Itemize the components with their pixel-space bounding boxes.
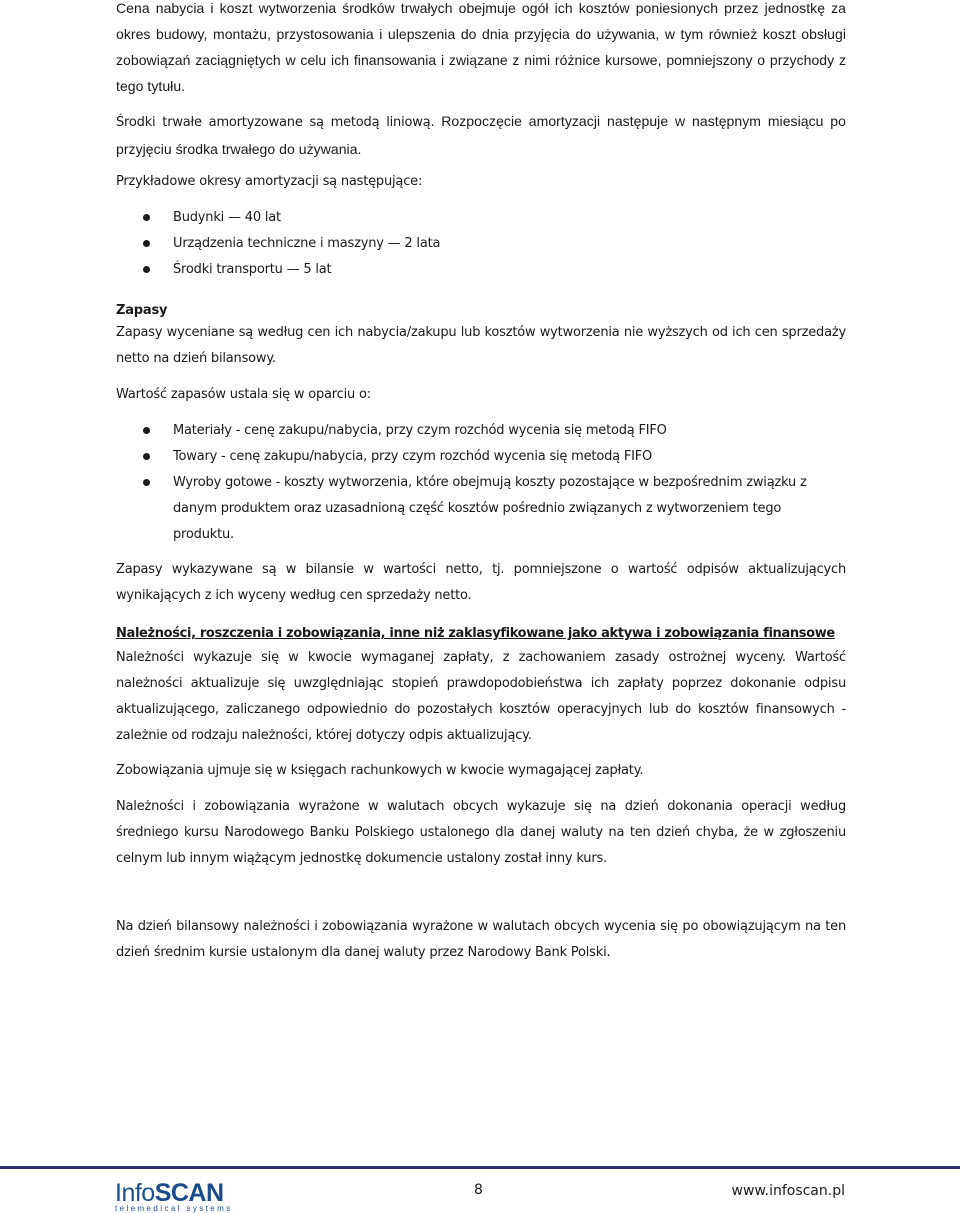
logo-tagline: telemedical systems [115, 1204, 233, 1213]
zapasy-basis [116, 382, 846, 408]
inventory-net-text: Zapasy wykazywane są w bilansie w wartości netto, tj. pomniejszone o wartość odpisów aktualizujących wynikających z ich wyceny według cen sprzedaży netto. [116, 562, 846, 603]
receivables-valuation [116, 645, 846, 749]
balance-day-valuation-text: Na dzień bilansowy należności i zobowiązania wyrażone w walutach obcych wycenia się po obowiązującym na ten dzień średnim kursie ustalonym dla danej waluty przez Narodowy Bank Polski. [116, 919, 846, 960]
amortization-method-text: Środki trwałe amortyzowane są metodą liniową. [116, 115, 435, 130]
logo-scan-text: SCAN [154, 1179, 224, 1207]
balance-day-valuation [116, 914, 846, 966]
footer-divider [0, 1166, 960, 1169]
liabilities-recognition [116, 758, 846, 784]
amortization-paragraph [116, 108, 846, 164]
foreign-currency [116, 794, 846, 872]
liabilities-recognition-text: Zobowiązania ujmuje się w księgach rachunkowych w kwocie wymagającej zapłaty. [116, 763, 644, 778]
foreign-currency-text: Należności i zobowiązania wyrażone w walutach obcych wykazuje się na dzień dokonania operacji według średniego kursu Narodowego Banku Polskiego ustalonego dla danej waluty na ten dzień chyba, że w zgłoszeniu celnym lub innym wiążącym jednostkę dokumencie ustalony został inny kurs. [116, 799, 846, 866]
fixed-assets-cost-paragraph: Cena nabycia i koszt wytworzenia środków trwałych obejmuje ogół ich kosztów poniesionych przez jednostkę za okres budowy, montażu, przystosowania i ulepszenia do dnia przyjęcia do używania, w tym również koszt obsługi zobowiązań zaciągniętych w celu ich finansowania i związane z nimi różnice kursowe, pomniejszony o przychody z tego tytułu. [116, 0, 846, 94]
list-item: Urządzenia techniczne i maszyny — 2 lata [116, 231, 846, 257]
infoscan-logo [115, 1180, 233, 1213]
receivables-heading [116, 621, 846, 647]
bullet-icon [143, 266, 150, 273]
inventory-basis-text: Wartość zapasów ustala się w oparciu o: [116, 387, 371, 402]
bullet-icon [143, 214, 150, 221]
bullet-icon [143, 240, 150, 247]
receivables-valuation-text: Należności wykazuje się w kwocie wymaganej zapłaty, z zachowaniem zasady ostrożnej wyceny. Wartość należności aktualizuje się uwzględniając stopień prawdopodobieństwa ich zapłaty poprzez dokonanie odpisu aktualizującego, zaliczanego odpowiednio do pozostałych kosztów operacyjnych lub do kosztów finansowych - zależnie od rodzaju należności, której dotyczy odpis aktualizujący. [116, 650, 846, 743]
logo-info-text: Info [115, 1179, 155, 1207]
inventory-items-list [116, 418, 846, 548]
amortization-start-text: Rozpoczęcie amortyzacji następuje w następnym miesiącu po przyjęciu środka trwałego do używania. [116, 113, 846, 157]
page-number: 8 [474, 1182, 483, 1198]
bullet-icon [143, 453, 150, 460]
list-item: Budynki — 40 lat [116, 205, 846, 231]
bullet-icon [143, 479, 150, 486]
list-item: Wyroby gotowe - koszty wytworzenia, które obejmują koszty pozostające w bezpośrednim związku z danym produktem oraz uzasadnioną część kosztów pośrednio związanych z wytworzeniem tego produktu. [116, 470, 846, 548]
list-item: Materiały - cenę zakupu/nabycia, przy czym rozchód wycenia się metodą FIFO [116, 418, 846, 444]
website-link[interactable]: www.infoscan.pl [731, 1183, 845, 1199]
zapasy-net [116, 557, 846, 609]
section-heading: Zapasy [116, 303, 168, 318]
periods-intro [116, 169, 846, 195]
intro-paragraph [116, 0, 846, 99]
list-item: Środki transportu — 5 lat [116, 257, 846, 283]
inventory-valuation-text: Zapasy wyceniane są według cen ich nabycia/zakupu lub kosztów wytworzenia nie wyższych od ich cen sprzedaży netto na dzień bilansowy. [116, 325, 846, 366]
bullet-icon [143, 427, 150, 434]
amortization-periods-list [116, 205, 846, 283]
periods-intro-text: Przykładowe okresy amortyzacji są następujące: [116, 174, 423, 189]
zapasy-valuation [116, 320, 846, 372]
section-heading: Należności, roszczenia i zobowiązania, inne niż zaklasyfikowane jako aktywa i zobowiązania finansowe [116, 626, 835, 641]
list-item: Towary - cenę zakupu/nabycia, przy czym rozchód wycenia się metodą FIFO [116, 444, 846, 470]
